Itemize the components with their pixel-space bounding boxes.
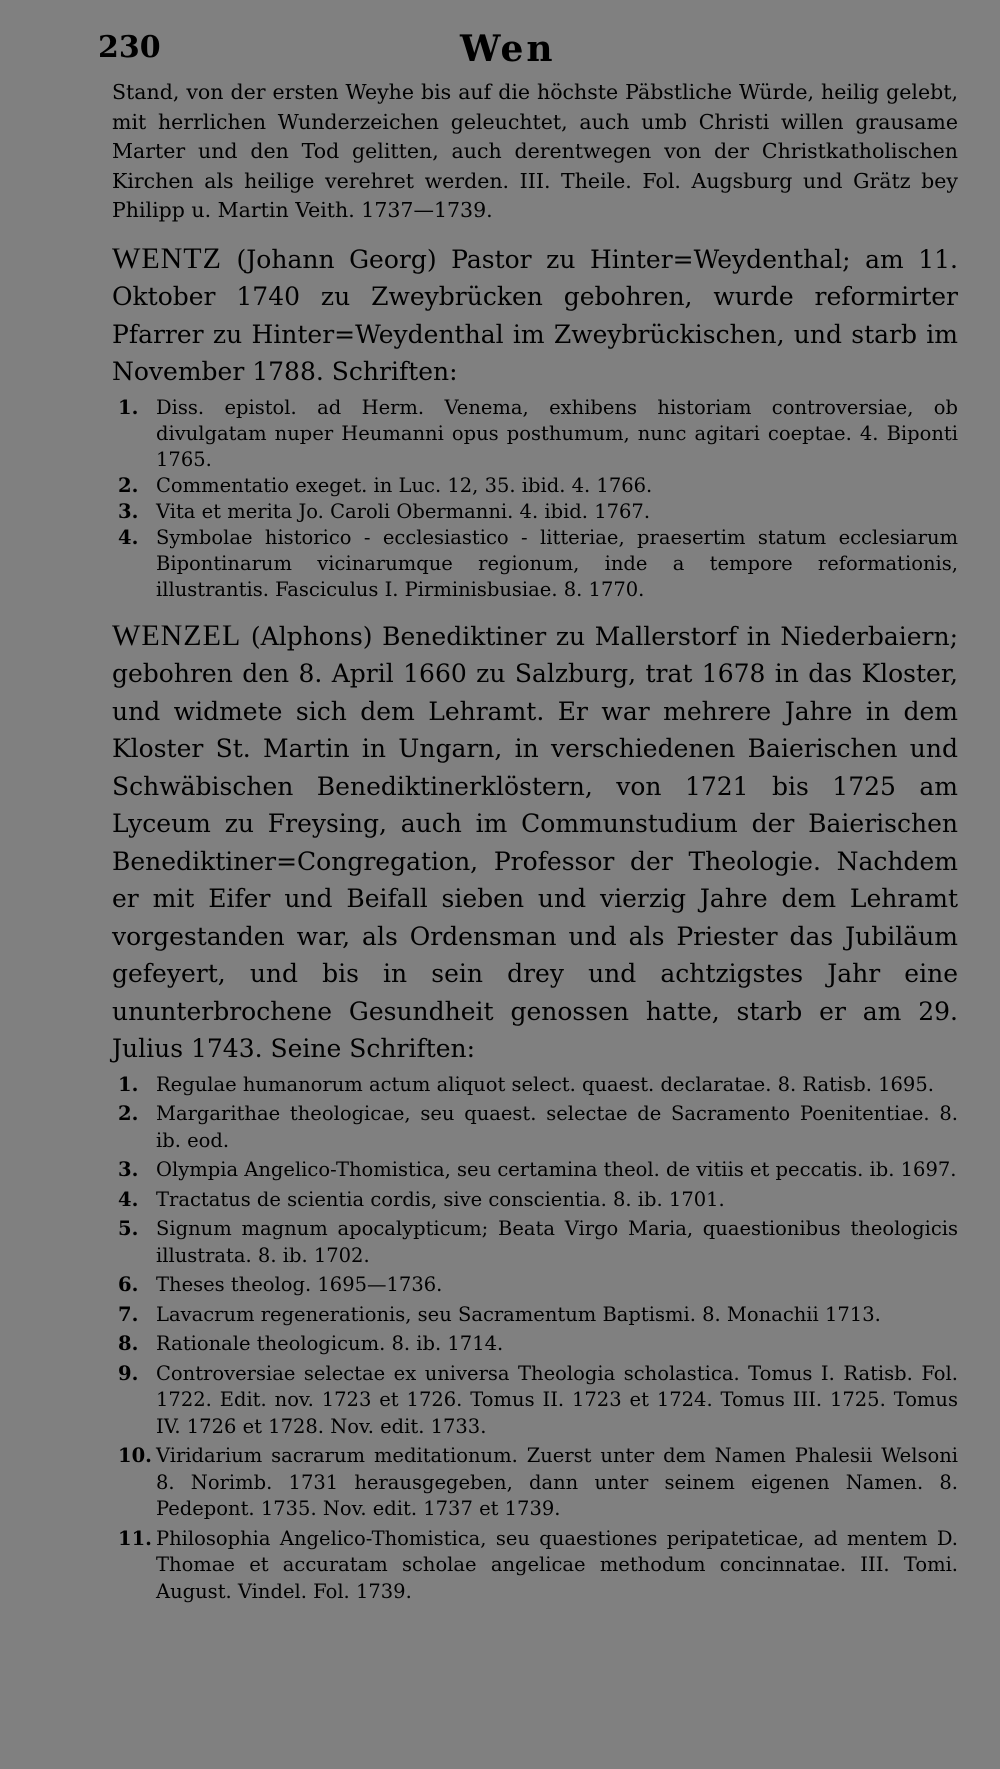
work-number: 6. [118, 1273, 139, 1296]
work-text: Controversiae selectae ex universa Theologia scholastica. Tomus I. Ratisb. Fol. 1722. Edit. nov. 1723 et 1726. Tomus II. 1723 et 1724. Tomus III. 1725. Tomus IV. 1726 et 1728. Nov. edit. 1733. [156, 1361, 958, 1438]
work-number: 8. [118, 1332, 139, 1355]
work-text: Regulae humanorum actum aliquot select. quaest. declaratae. 8. Ratisb. 1695. [156, 1072, 934, 1096]
work-text: Viridarium sacrarum meditationum. Zuerst unter dem Namen Phalesii Welsoni 8. Norimb. 1731 herausgegeben, dann unter seinem eigenen Namen. 8. Pedepont. 1735. Nov. edit. 1737 et 1739. [156, 1444, 958, 1520]
work-text: Tractatus de scientia cordis, sive conscientia. 8. ib. 1701. [156, 1187, 725, 1211]
work-number: 4. [118, 525, 139, 549]
work-text: Signum magnum apocalypticum; Beata Virgo Maria, quaestionibus theologicis illustrata. 8. ib. 1702. [156, 1217, 958, 1267]
work-item [112, 395, 958, 473]
work-item [112, 1361, 958, 1441]
work-number: 11. [118, 1526, 152, 1550]
work-text: Margarithae theologicae, seu quaest. selectae de Sacramento Poenitentiae. 8. ib. eod. [156, 1102, 958, 1152]
work-item [112, 1072, 958, 1099]
work-item [112, 1216, 958, 1269]
work-number: 2. [118, 1102, 139, 1125]
work-item [112, 525, 958, 603]
entry-wentz [112, 240, 958, 603]
work-item [112, 473, 958, 499]
work-item [112, 1187, 958, 1214]
work-number: 10. [118, 1444, 152, 1467]
works-list [112, 395, 958, 603]
work-text: Vita et merita Jo. Caroli Obermanni. 4. ibid. 1767. [156, 499, 651, 523]
intro-paragraph: Stand, von der ersten Weyhe bis auf die höchste Päbstliche Würde, heilig gelebt, mit herrlichen Wunderzeichen geleuchtet, auch umb Christi willen grausame Marter und den Tod gelitten, auch derentwegen von der Christkatholischen Kirchen als heilige verehret werden. III. Theile. Fol. Augsburg und Grätz bey Philipp u. Martin Veith. 1737—1739. [112, 80, 958, 222]
entry-surname: WENTZ [112, 241, 222, 275]
work-text: Symbolae historico - ecclesiastico - litteriae, praesertim statum ecclesiarum Bipontinarum vicinarumque regionum, inde a tempore reformationis, illustrantis. Fasciculus I. Pirminisbusiae. 8. 1770. [156, 525, 958, 601]
work-number: 2. [118, 473, 139, 497]
work-item [112, 1272, 958, 1299]
works-list [112, 1072, 958, 1606]
entry-wenzel-paragraph [112, 617, 958, 1068]
work-number: 5. [118, 1217, 139, 1240]
entry-wentz-paragraph [112, 240, 958, 391]
work-item [112, 1101, 958, 1154]
work-number: 7. [118, 1302, 139, 1326]
entry-wenzel [112, 617, 958, 1606]
work-number: 9. [118, 1361, 139, 1385]
work-number: 1. [118, 395, 139, 419]
entry-surname: WENZEL [112, 618, 242, 652]
work-number: 3. [118, 1158, 139, 1181]
entry-text: (Johann Georg) Pastor zu Hinter=Weydenthal; am 11. Oktober 1740 zu Zweybrücken gebohren, wurde reformirter Pfarrer zu Hinter=Weydenthal im Zweybrückischen, und starb im November 1788. Schriften: [112, 244, 958, 386]
work-text: Theses theolog. 1695—1736. [156, 1273, 443, 1296]
work-item [112, 1331, 958, 1358]
work-item [112, 1157, 958, 1184]
page-number: 230 [98, 30, 161, 65]
work-item [112, 499, 958, 525]
work-text: Olympia Angelico-Thomistica, seu certamina theol. de vitiis et peccatis. ib. 1697. [156, 1158, 957, 1181]
work-text: Commentatio exeget. in Luc. 12, 35. ibid. 4. 1766. [156, 473, 653, 497]
work-number: 4. [118, 1187, 139, 1211]
work-item [112, 1443, 958, 1523]
work-text: Diss. epistol. ad Herm. Venema, exhibens historiam controversiae, ob divulgatam nuper Heumanni opus posthumum, nunc agitari coeptae. 4. Biponti 1765. [156, 395, 958, 471]
work-number: 3. [118, 499, 139, 523]
work-number: 1. [118, 1072, 139, 1096]
entry-text: (Alphons) Benediktiner zu Mallerstorf in Niederbaiern; gebohren den 8. April 1660 zu Salzburg, trat 1678 in das Kloster, und widmete sich dem Lehramt. Er war mehrere Jahre in dem Kloster St. Martin in Ungarn, in verschiedenen Baierischen und Schwäbischen Benediktinerklöstern, von 1721 bis 1725 am Lyceum zu Freysing, auch im Communstudium der Baierischen Benediktiner=Congregation, Professor der Theologie. Nachdem er mit Eifer und Beifall sieben und vierzig Jahre dem Lehramt vorgestanden war, als Ordensman und als Priester das Jubiläum gefeyert, und bis in sein drey und achtzigstes Jahr eine ununterbrochene Gesundheit genossen hatte, starb er am 29. Julius 1743. Seine Schriften: [112, 621, 958, 1063]
running-head: Wen [460, 28, 556, 70]
work-text: Lavacrum regenerationis, seu Sacramentum Baptismi. 8. Monachii 1713. [156, 1302, 881, 1326]
work-item [112, 1302, 958, 1329]
page-body [112, 78, 958, 1608]
work-item [112, 1526, 958, 1606]
work-text: Philosophia Angelico-Thomistica, seu quaestiones peripateticae, ad mentem D. Thomae et accuratam scholae angelicae methodum concinnatae. III. Tomi. August. Vindel. Fol. 1739. [156, 1526, 958, 1603]
work-text: Rationale theologicum. 8. ib. 1714. [156, 1332, 504, 1355]
